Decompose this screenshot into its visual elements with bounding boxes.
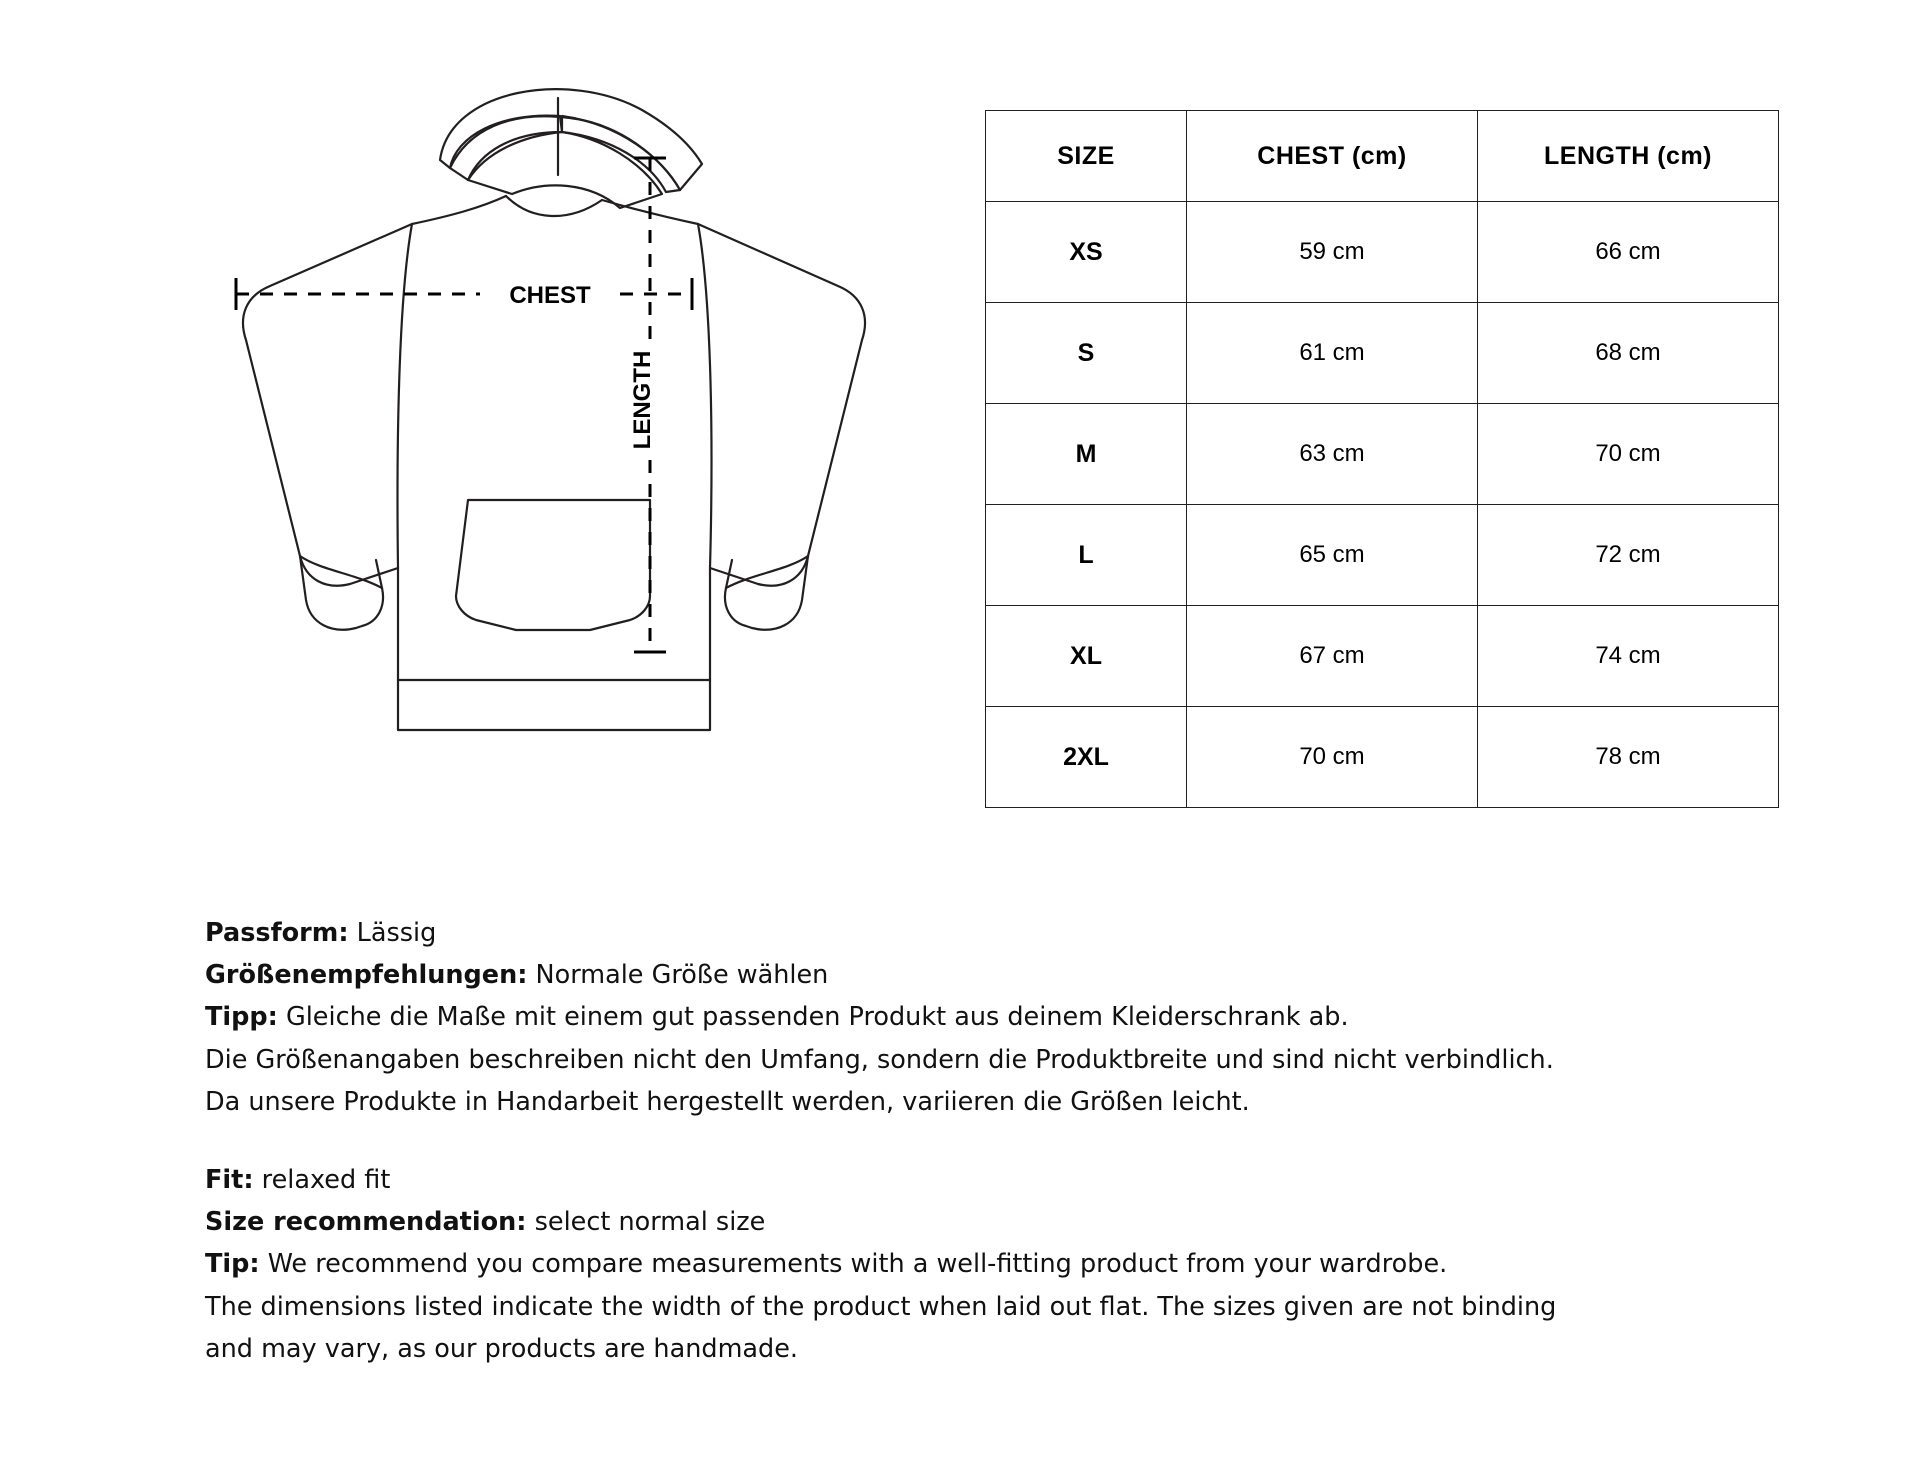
cell-length: 66 cm: [1478, 202, 1779, 303]
length-measure-label: LENGTH: [629, 350, 656, 450]
note-en-line4: The dimensions listed indicate the width of the product when laid out flat. The sizes given are not binding: [205, 1291, 1557, 1322]
note-en-size-rec-value: select normal size: [526, 1207, 766, 1238]
hood-inner-face: [468, 132, 662, 208]
cell-chest: 65 cm: [1187, 505, 1478, 606]
table-row: [986, 606, 1779, 707]
right-sleeve-seam: [698, 224, 712, 568]
kangaroo-pocket: [456, 500, 650, 630]
note-en-fit-value: relaxed fit: [253, 1165, 391, 1196]
note-de-tip-label: Tipp:: [205, 1002, 278, 1033]
note-en-size-rec-label: Size recommendation:: [205, 1207, 527, 1238]
note-de-size-rec-label: Größenempfehlungen:: [205, 960, 528, 991]
table-row: [986, 404, 1779, 505]
cell-length: 70 cm: [1478, 404, 1779, 505]
cell-chest: 67 cm: [1187, 606, 1478, 707]
note-en-size-rec: [205, 1204, 1785, 1240]
note-de-tip: [205, 999, 1785, 1035]
table-row: [986, 505, 1779, 606]
note-en-fit-label: Fit:: [205, 1165, 254, 1196]
cell-size: XL: [986, 606, 1187, 707]
cell-size: XS: [986, 202, 1187, 303]
note-en-fit: [205, 1162, 1785, 1198]
note-de-line4: Die Größenangaben beschreiben nicht den Umfang, sondern die Produktbreite und sind nicht verbindlich.: [205, 1044, 1554, 1075]
hoodie-diagram: [150, 40, 870, 860]
hood-outline: [440, 89, 702, 190]
chest-measure-label: CHEST: [509, 282, 591, 309]
left-cuff: [300, 556, 383, 630]
cell-chest: 70 cm: [1187, 707, 1478, 808]
note-de-fit: [205, 915, 1785, 951]
left-sleeve-seam: [398, 224, 412, 568]
table-row: [986, 707, 1779, 808]
neckline: [506, 196, 602, 216]
cell-chest: 63 cm: [1187, 404, 1478, 505]
cell-size: M: [986, 404, 1187, 505]
left-cuff-seam: [300, 556, 382, 588]
notes-spacer: [205, 1126, 1785, 1162]
header-chest: CHEST (cm): [1187, 111, 1478, 202]
cell-size: 2XL: [986, 707, 1187, 808]
cell-size: L: [986, 505, 1187, 606]
note-de-line5: Da unsere Produkte in Handarbeit hergestellt werden, variieren die Größen leicht.: [205, 1086, 1250, 1117]
size-table: [985, 110, 1779, 808]
notes-section: [205, 915, 1785, 1373]
note-de-fit-label: Passform:: [205, 918, 349, 948]
right-cuff: [725, 556, 808, 630]
cell-length: 68 cm: [1478, 303, 1779, 404]
table-header-row: [986, 111, 1779, 202]
measure-lines: [236, 158, 692, 652]
note-en-line5: and may vary, as our products are handmade.: [205, 1333, 799, 1364]
cell-chest: 61 cm: [1187, 303, 1478, 404]
header-size: SIZE: [986, 111, 1187, 202]
table-row: [986, 202, 1779, 303]
note-de-size-rec-value: Normale Größe wählen: [527, 960, 829, 991]
cell-length: 74 cm: [1478, 606, 1779, 707]
note-de-fit-value: Lässig: [348, 918, 437, 948]
note-de-tip-value: Gleiche die Maße mit einem gut passenden Produkt aus deinem Kleiderschrank ab.: [277, 1002, 1349, 1033]
note-en-tip-value: We recommend you compare measurements with a well-fitting product from your wardrobe.: [259, 1249, 1448, 1280]
cell-chest: 59 cm: [1187, 202, 1478, 303]
table-row: [986, 303, 1779, 404]
body-outline: [243, 196, 865, 730]
note-en-tip: [205, 1246, 1785, 1282]
header-length: LENGTH (cm): [1478, 111, 1779, 202]
note-en-tip-label: Tip:: [205, 1249, 260, 1280]
right-cuff-seam: [726, 556, 808, 588]
cell-size: S: [986, 303, 1187, 404]
cell-length: 78 cm: [1478, 707, 1779, 808]
cell-length: 72 cm: [1478, 505, 1779, 606]
note-de-size-rec: [205, 957, 1785, 993]
